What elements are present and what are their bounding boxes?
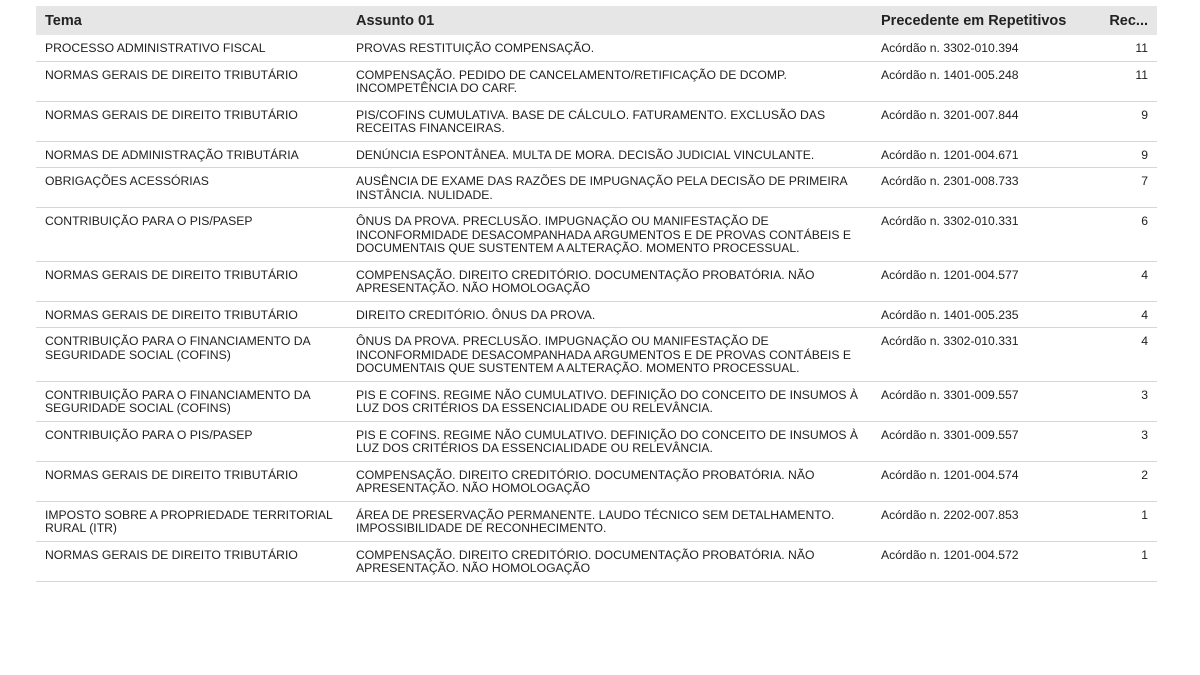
table-row[interactable] — [36, 141, 1157, 168]
cell-assunto: ÔNUS DA PROVA. PRECLUSÃO. IMPUGNAÇÃO OU MANIFESTAÇÃO DE INCONFORMIDADE DESACOMPANHADA ARGUMENTOS E DE PROVAS CONTÁBEIS E DOCUMENTAIS QUE SUSTENTEM A ALTERAÇÃO. MOMENTO PROCESSUAL. — [347, 208, 872, 262]
table-row[interactable] — [36, 328, 1157, 382]
results-table-container — [36, 6, 1157, 582]
cell-precedente: Acórdão n. 1201-004.574 — [872, 461, 1098, 501]
cell-assunto: DENÚNCIA ESPONTÂNEA. MULTA DE MORA. DECISÃO JUDICIAL VINCULANTE. — [347, 141, 872, 168]
cell-precedente: Acórdão n. 1401-005.235 — [872, 301, 1098, 328]
cell-recursos: 2 — [1098, 461, 1157, 501]
cell-precedente: Acórdão n. 3302-010.331 — [872, 328, 1098, 382]
cell-recursos: 9 — [1098, 141, 1157, 168]
cell-precedente: Acórdão n. 1201-004.671 — [872, 141, 1098, 168]
cell-tema: CONTRIBUIÇÃO PARA O FINANCIAMENTO DA SEGURIDADE SOCIAL (COFINS) — [36, 381, 347, 421]
cell-recursos: 4 — [1098, 261, 1157, 301]
cell-assunto: PIS/COFINS CUMULATIVA. BASE DE CÁLCULO. FATURAMENTO. EXCLUSÃO DAS RECEITAS FINANCEIRAS. — [347, 101, 872, 141]
table-row[interactable] — [36, 168, 1157, 208]
column-header-precedente[interactable]: Precedente em Repetitivos — [872, 6, 1098, 35]
cell-assunto: DIREITO CREDITÓRIO. ÔNUS DA PROVA. — [347, 301, 872, 328]
cell-assunto: COMPENSAÇÃO. DIREITO CREDITÓRIO. DOCUMENTAÇÃO PROBATÓRIA. NÃO APRESENTAÇÃO. NÃO HOMOLOGAÇÃO — [347, 461, 872, 501]
cell-recursos: 7 — [1098, 168, 1157, 208]
table-row[interactable] — [36, 35, 1157, 61]
cell-tema: OBRIGAÇÕES ACESSÓRIAS — [36, 168, 347, 208]
cell-tema: NORMAS GERAIS DE DIREITO TRIBUTÁRIO — [36, 541, 347, 581]
table-body — [36, 35, 1157, 581]
cell-precedente: Acórdão n. 1201-004.577 — [872, 261, 1098, 301]
cell-recursos: 1 — [1098, 501, 1157, 541]
table-header — [36, 6, 1157, 35]
table-row[interactable] — [36, 261, 1157, 301]
cell-assunto: PIS E COFINS. REGIME NÃO CUMULATIVO. DEFINIÇÃO DO CONCEITO DE INSUMOS À LUZ DOS CRITÉRIOS DA ESSENCIALIDADE OU RELEVÂNCIA. — [347, 381, 872, 421]
cell-assunto: PIS E COFINS. REGIME NÃO CUMULATIVO. DEFINIÇÃO DO CONCEITO DE INSUMOS À LUZ DOS CRITÉRIOS DA ESSENCIALIDADE OU RELEVÂNCIA. — [347, 421, 872, 461]
cell-recursos: 1 — [1098, 541, 1157, 581]
cell-assunto: ÁREA DE PRESERVAÇÃO PERMANENTE. LAUDO TÉCNICO SEM DETALHAMENTO. IMPOSSIBILIDADE DE RECONHECIMENTO. — [347, 501, 872, 541]
cell-precedente: Acórdão n. 3301-009.557 — [872, 381, 1098, 421]
cell-recursos: 3 — [1098, 381, 1157, 421]
cell-recursos: 6 — [1098, 208, 1157, 262]
cell-recursos: 11 — [1098, 35, 1157, 61]
table-row[interactable] — [36, 208, 1157, 262]
cell-precedente: Acórdão n. 3302-010.331 — [872, 208, 1098, 262]
cell-tema: NORMAS GERAIS DE DIREITO TRIBUTÁRIO — [36, 461, 347, 501]
cell-recursos: 4 — [1098, 328, 1157, 382]
table-row[interactable] — [36, 381, 1157, 421]
cell-precedente: Acórdão n. 3201-007.844 — [872, 101, 1098, 141]
cell-precedente: Acórdão n. 3301-009.557 — [872, 421, 1098, 461]
cell-tema: CONTRIBUIÇÃO PARA O PIS/PASEP — [36, 208, 347, 262]
cell-tema: NORMAS GERAIS DE DIREITO TRIBUTÁRIO — [36, 101, 347, 141]
table-row[interactable] — [36, 421, 1157, 461]
cell-assunto: PROVAS RESTITUIÇÃO COMPENSAÇÃO. — [347, 35, 872, 61]
results-table — [36, 6, 1157, 582]
column-header-assunto[interactable]: Assunto 01 — [347, 6, 872, 35]
cell-assunto: COMPENSAÇÃO. DIREITO CREDITÓRIO. DOCUMENTAÇÃO PROBATÓRIA. NÃO APRESENTAÇÃO. NÃO HOMOLOGAÇÃO — [347, 261, 872, 301]
table-row[interactable] — [36, 541, 1157, 581]
cell-assunto: ÔNUS DA PROVA. PRECLUSÃO. IMPUGNAÇÃO OU MANIFESTAÇÃO DE INCONFORMIDADE DESACOMPANHADA ARGUMENTOS E DE PROVAS CONTÁBEIS E DOCUMENTAIS QUE SUSTENTEM A ALTERAÇÃO. MOMENTO PROCESSUAL. — [347, 328, 872, 382]
cell-recursos: 9 — [1098, 101, 1157, 141]
cell-assunto: AUSÊNCIA DE EXAME DAS RAZÕES DE IMPUGNAÇÃO PELA DECISÃO DE PRIMEIRA INSTÂNCIA. NULIDADE. — [347, 168, 872, 208]
table-row[interactable] — [36, 461, 1157, 501]
table-row[interactable] — [36, 101, 1157, 141]
cell-recursos: 3 — [1098, 421, 1157, 461]
cell-tema: NORMAS GERAIS DE DIREITO TRIBUTÁRIO — [36, 301, 347, 328]
column-header-tema[interactable]: Tema — [36, 6, 347, 35]
cell-precedente: Acórdão n. 2202-007.853 — [872, 501, 1098, 541]
cell-recursos: 4 — [1098, 301, 1157, 328]
cell-tema: NORMAS GERAIS DE DIREITO TRIBUTÁRIO — [36, 61, 347, 101]
column-header-recursos[interactable]: Rec... — [1098, 6, 1157, 35]
cell-precedente: Acórdão n. 2301-008.733 — [872, 168, 1098, 208]
cell-precedente: Acórdão n. 1401-005.248 — [872, 61, 1098, 101]
cell-precedente: Acórdão n. 1201-004.572 — [872, 541, 1098, 581]
cell-assunto: COMPENSAÇÃO. DIREITO CREDITÓRIO. DOCUMENTAÇÃO PROBATÓRIA. NÃO APRESENTAÇÃO. NÃO HOMOLOGAÇÃO — [347, 541, 872, 581]
cell-tema: PROCESSO ADMINISTRATIVO FISCAL — [36, 35, 347, 61]
cell-tema: NORMAS DE ADMINISTRAÇÃO TRIBUTÁRIA — [36, 141, 347, 168]
cell-tema: CONTRIBUIÇÃO PARA O FINANCIAMENTO DA SEGURIDADE SOCIAL (COFINS) — [36, 328, 347, 382]
table-row[interactable] — [36, 301, 1157, 328]
cell-tema: CONTRIBUIÇÃO PARA O PIS/PASEP — [36, 421, 347, 461]
cell-tema: NORMAS GERAIS DE DIREITO TRIBUTÁRIO — [36, 261, 347, 301]
cell-precedente: Acórdão n. 3302-010.394 — [872, 35, 1098, 61]
header-row — [36, 6, 1157, 35]
cell-recursos: 11 — [1098, 61, 1157, 101]
table-row[interactable] — [36, 61, 1157, 101]
cell-tema: IMPOSTO SOBRE A PROPRIEDADE TERRITORIAL RURAL (ITR) — [36, 501, 347, 541]
cell-assunto: COMPENSAÇÃO. PEDIDO DE CANCELAMENTO/RETIFICAÇÃO DE DCOMP. INCOMPETÊNCIA DO CARF. — [347, 61, 872, 101]
table-row[interactable] — [36, 501, 1157, 541]
